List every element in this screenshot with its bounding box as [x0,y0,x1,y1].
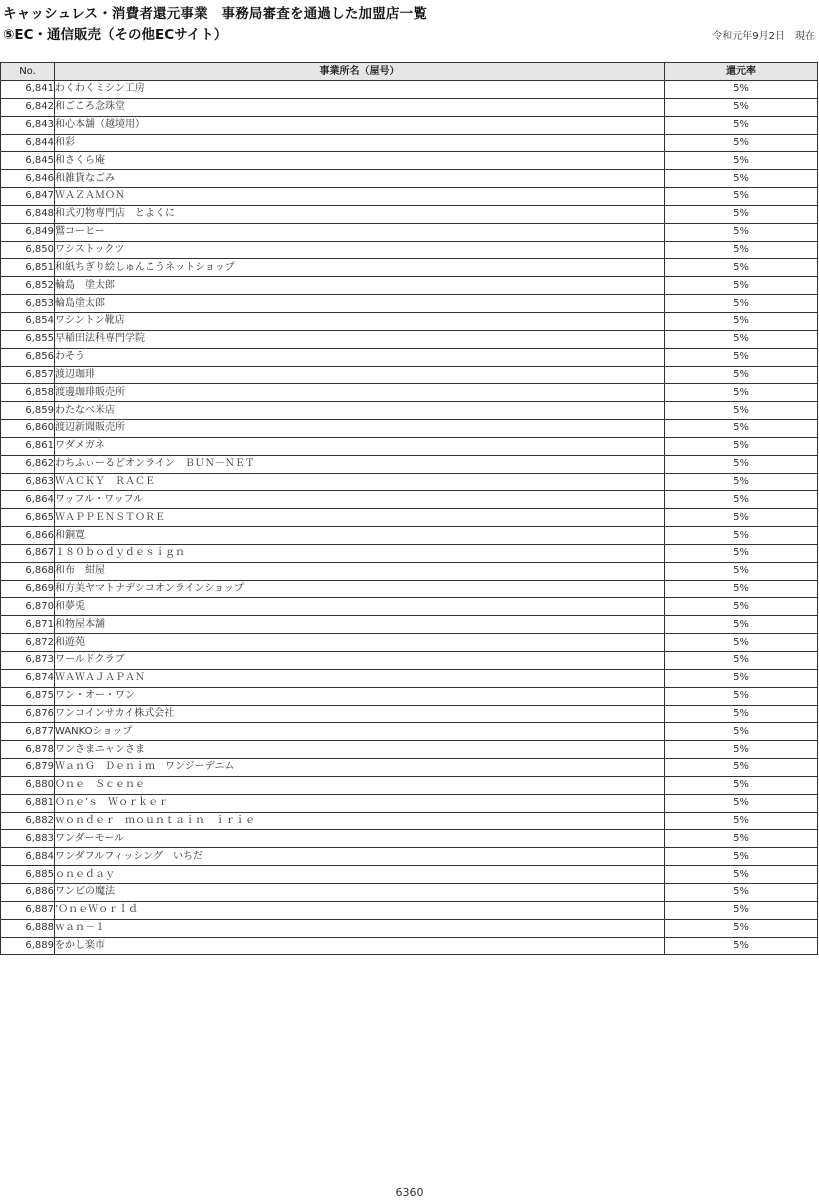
business-name: WANKOショップ [55,723,665,741]
business-name: ワンさまニャンさま [55,741,665,759]
table-row [1,188,818,206]
row-number: 6,868 [1,562,55,580]
rebate-rate: 5% [665,330,818,348]
business-name: 輪島 塗太郎 [55,277,665,295]
row-number: 6,842 [1,98,55,116]
business-name: わくわくミシン工房 [55,81,665,99]
row-number: 6,860 [1,420,55,438]
row-number: 6,877 [1,723,55,741]
rebate-rate: 5% [665,491,818,509]
rebate-rate: 5% [665,420,818,438]
table-row [1,259,818,277]
rebate-rate: 5% [665,152,818,170]
row-number: 6,867 [1,544,55,562]
table-row [1,919,818,937]
table-row [1,794,818,812]
business-name: ワダメガネ [55,437,665,455]
business-name: ＷＡＺＡＭＯＮ [55,188,665,206]
business-name: 和心本舗（越境用） [55,116,665,134]
row-number: 6,861 [1,437,55,455]
table-row [1,527,818,545]
rebate-rate: 5% [665,277,818,295]
rebate-rate: 5% [665,241,818,259]
document-title: キャッシュレス・消費者還元事業 事務局審査を通過した加盟店一覧 [3,6,428,22]
table-row [1,223,818,241]
business-name: Ｏｎｅ’ｓ Ｗｏｒｋｅｒ [55,794,665,812]
table-row [1,491,818,509]
table-row [1,759,818,777]
rebate-rate: 5% [665,473,818,491]
business-name: ワンダーモール [55,830,665,848]
rebate-rate: 5% [665,723,818,741]
table-row [1,98,818,116]
row-number: 6,873 [1,652,55,670]
table-row [1,652,818,670]
row-number: 6,847 [1,188,55,206]
row-number: 6,874 [1,669,55,687]
business-name: ワシントン靴店 [55,312,665,330]
table-row [1,455,818,473]
rebate-rate: 5% [665,919,818,937]
row-number: 6,889 [1,937,55,955]
table-row [1,634,818,652]
table-row [1,366,818,384]
merchant-table [0,62,818,955]
business-name: わちふぃーるどオンライン ＢＵＮ－ＮＥＴ [55,455,665,473]
page-number: 6360 [395,1186,424,1199]
rebate-rate: 5% [665,170,818,188]
table-row [1,598,818,616]
rebate-rate: 5% [665,866,818,884]
business-name: ＷＡＷＡＪＡＰＡＮ [55,669,665,687]
business-name: ＷＡＰＰＥＮＳＴＯＲＥ [55,509,665,527]
business-name: ’ＯｎｅＷｏｒｌｄ [55,901,665,919]
row-number: 6,863 [1,473,55,491]
business-name: 和夢兎 [55,598,665,616]
rebate-rate: 5% [665,883,818,901]
rebate-rate: 5% [665,223,818,241]
table-row [1,509,818,527]
rebate-rate: 5% [665,81,818,99]
row-number: 6,857 [1,366,55,384]
row-number: 6,886 [1,883,55,901]
row-number: 6,849 [1,223,55,241]
rebate-rate: 5% [665,759,818,777]
table-row [1,295,818,313]
business-name: 和紙ちぎり絵しゅんこうネットショップ [55,259,665,277]
rebate-rate: 5% [665,509,818,527]
rebate-rate: 5% [665,901,818,919]
rebate-rate: 5% [665,527,818,545]
table-row [1,348,818,366]
table-row [1,241,818,259]
table-row [1,866,818,884]
business-name: ワンダフルフィッシング いちだ [55,848,665,866]
rebate-rate: 5% [665,705,818,723]
business-name: 和物屋本舗 [55,616,665,634]
column-header-rebate-rate: 還元率 [665,63,818,81]
business-name: 渡辺新聞販売所 [55,420,665,438]
table-row [1,473,818,491]
row-number: 6,882 [1,812,55,830]
row-number: 6,869 [1,580,55,598]
rebate-rate: 5% [665,259,818,277]
table-row [1,562,818,580]
row-number: 6,843 [1,116,55,134]
table-row [1,830,818,848]
row-number: 6,884 [1,848,55,866]
column-header-business-name: 事業所名（屋号） [55,63,665,81]
row-number: 6,852 [1,277,55,295]
business-name: ワールドクラブ [55,652,665,670]
table-row [1,312,818,330]
row-number: 6,859 [1,402,55,420]
row-number: 6,845 [1,152,55,170]
row-number: 6,866 [1,527,55,545]
row-number: 6,872 [1,634,55,652]
rebate-rate: 5% [665,687,818,705]
row-number: 6,888 [1,919,55,937]
business-name: ｗａｎ－１ [55,919,665,937]
business-name: Ｏｎｅ Ｓｃｅｎｅ [55,776,665,794]
business-name: わたなべ米店 [55,402,665,420]
table-row [1,205,818,223]
row-number: 6,870 [1,598,55,616]
table-row [1,170,818,188]
rebate-rate: 5% [665,312,818,330]
rebate-rate: 5% [665,669,818,687]
business-name: 鷲コーヒー [55,223,665,241]
business-name: 和彩 [55,134,665,152]
table-row [1,687,818,705]
table-row [1,134,818,152]
business-name: 和遊苑 [55,634,665,652]
table-row [1,152,818,170]
table-row [1,277,818,295]
rebate-rate: 5% [665,616,818,634]
row-number: 6,844 [1,134,55,152]
business-name: ＷａｎＧ Ｄｅｎｉｍ ワンジーデニム [55,759,665,777]
rebate-rate: 5% [665,741,818,759]
rebate-rate: 5% [665,455,818,473]
row-number: 6,887 [1,901,55,919]
business-name: 和銅寛 [55,527,665,545]
row-number: 6,858 [1,384,55,402]
rebate-rate: 5% [665,580,818,598]
business-name: ｗｏｎｄｅｒ ｍｏｕｎｔａｉｎ ｉｒｉｅ [55,812,665,830]
rebate-rate: 5% [665,384,818,402]
row-number: 6,880 [1,776,55,794]
rebate-rate: 5% [665,544,818,562]
row-number: 6,864 [1,491,55,509]
row-number: 6,881 [1,794,55,812]
rebate-rate: 5% [665,295,818,313]
row-number: 6,856 [1,348,55,366]
row-number: 6,885 [1,866,55,884]
rebate-rate: 5% [665,598,818,616]
row-number: 6,848 [1,205,55,223]
business-name: ワッフル・ワッフル [55,491,665,509]
rebate-rate: 5% [665,812,818,830]
rebate-rate: 5% [665,366,818,384]
rebate-rate: 5% [665,652,818,670]
row-number: 6,851 [1,259,55,277]
row-number: 6,850 [1,241,55,259]
row-number: 6,865 [1,509,55,527]
business-name: ＷＡＣＫＹ ＲＡＣＥ [55,473,665,491]
table-row [1,901,818,919]
row-number: 6,855 [1,330,55,348]
row-number: 6,854 [1,312,55,330]
table-row [1,330,818,348]
column-header-no: No. [1,63,55,81]
table-row [1,437,818,455]
business-name: 渡辺珈琲 [55,366,665,384]
business-name: わそう [55,348,665,366]
rebate-rate: 5% [665,794,818,812]
row-number: 6,853 [1,295,55,313]
rebate-rate: 5% [665,134,818,152]
business-name: 輪島塗太郎 [55,295,665,313]
business-name: ｏｎｅｄａｙ [55,866,665,884]
row-number: 6,878 [1,741,55,759]
rebate-rate: 5% [665,205,818,223]
business-name: 早稲田法科専門学院 [55,330,665,348]
table-row [1,420,818,438]
business-name: 和ごころ念珠堂 [55,98,665,116]
rebate-rate: 5% [665,437,818,455]
business-name: をかし楽市 [55,937,665,955]
rebate-rate: 5% [665,937,818,955]
row-number: 6,876 [1,705,55,723]
as-of-date: 令和元年9月2日 現在 [712,31,815,42]
rebate-rate: 5% [665,116,818,134]
rebate-rate: 5% [665,402,818,420]
rebate-rate: 5% [665,830,818,848]
rebate-rate: 5% [665,634,818,652]
business-name: ワン・オー・ワン [55,687,665,705]
business-name: 和さくら庵 [55,152,665,170]
table-row [1,937,818,955]
business-name: ワシストックツ [55,241,665,259]
rebate-rate: 5% [665,848,818,866]
row-number: 6,871 [1,616,55,634]
row-number: 6,841 [1,81,55,99]
rebate-rate: 5% [665,188,818,206]
business-name: 和式刃物専門店 とよくに [55,205,665,223]
business-name: 和雑貨なごみ [55,170,665,188]
row-number: 6,846 [1,170,55,188]
table-row [1,116,818,134]
table-row [1,848,818,866]
business-name: 和方美ヤマトナデシコオンラインショップ [55,580,665,598]
row-number: 6,862 [1,455,55,473]
row-number: 6,875 [1,687,55,705]
table-row [1,669,818,687]
table-row [1,883,818,901]
table-header-row [1,63,818,81]
rebate-rate: 5% [665,562,818,580]
table-row [1,81,818,99]
table-row [1,616,818,634]
rebate-rate: 5% [665,776,818,794]
rebate-rate: 5% [665,348,818,366]
row-number: 6,879 [1,759,55,777]
section-subtitle: ⑤EC・通信販売（その他ECサイト） [3,27,228,43]
business-name: １８０ｂｏｄｙｄｅｓｉｇｎ [55,544,665,562]
rebate-rate: 5% [665,98,818,116]
table-row [1,705,818,723]
business-name: 和布 紺屋 [55,562,665,580]
table-row [1,544,818,562]
table-row [1,776,818,794]
table-row [1,580,818,598]
table-row [1,384,818,402]
business-name: 渡邊珈琲販売所 [55,384,665,402]
table-row [1,723,818,741]
table-row [1,812,818,830]
table-row [1,402,818,420]
business-name: ワンコインサカイ株式会社 [55,705,665,723]
row-number: 6,883 [1,830,55,848]
table-row [1,741,818,759]
business-name: ワンピの魔法 [55,883,665,901]
